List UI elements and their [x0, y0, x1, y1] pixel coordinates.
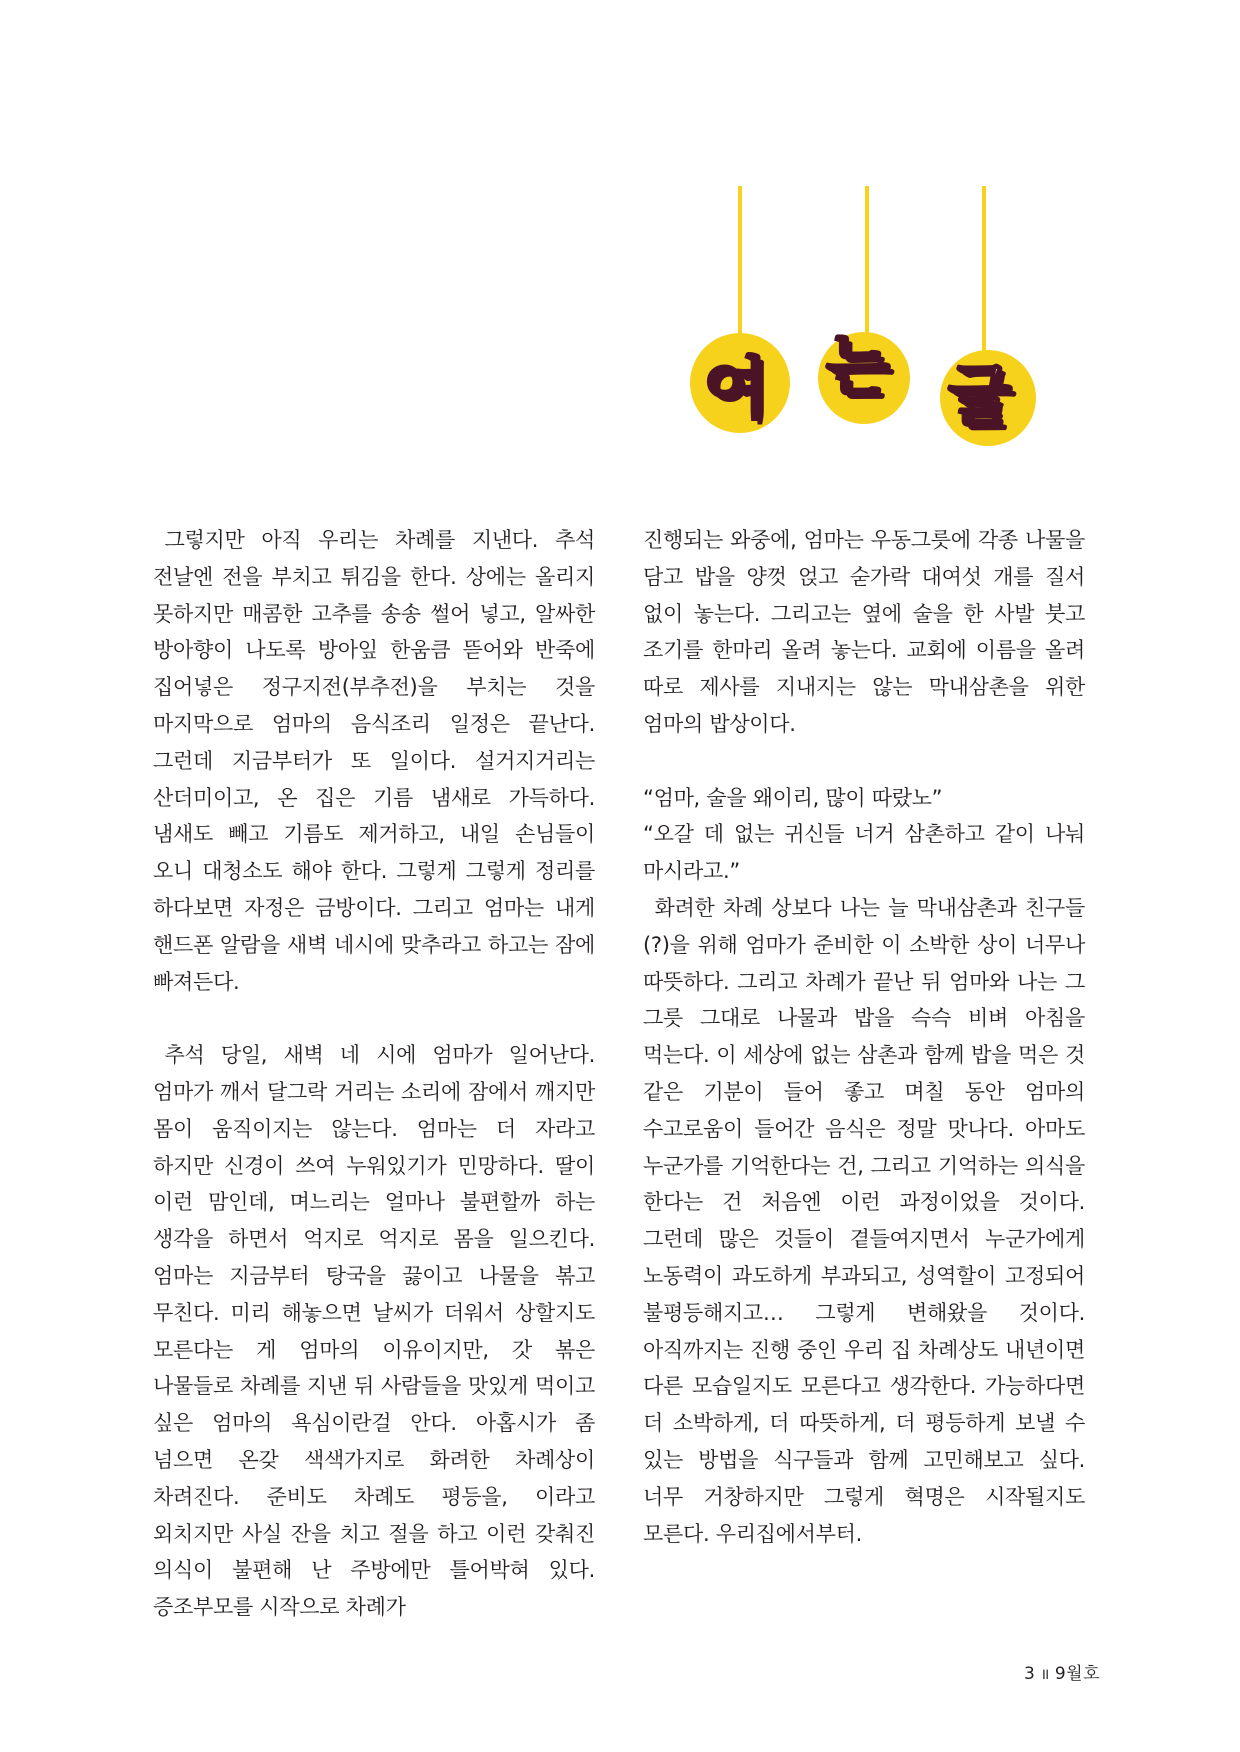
- dialogue-line: “오갈 데 없는 귀신들 너거 삼촌하고 같이 나눠 마시라고.”: [643, 822, 1085, 884]
- issue-label: 9월호: [1054, 1664, 1100, 1684]
- article-column-left: [153, 522, 595, 1626]
- title-char-1: 여: [704, 350, 768, 427]
- hanging-string-1: [738, 186, 742, 336]
- paragraph: 화려한 차례 상보다 나는 늘 막내삼촌과 친구들(?)을 위해 엄마가 준비한 이 소박한 상이 너무나 따뜻하다. 그리고 차례가 끝난 뒤 엄마와 나는 그 그릇 그대로 나물과 밥을 슥슥 비벼 아침을 먹는다. 이 세상에 없는 삼촌과 함께 밥을 먹은 것 같은 기분이 들어 좋고 며칠 동안 엄마의 수고로움이 들어간 음식은 정말 맛나다. 아마도 누군가를 기억한다는 건, 그리고 기억하는 의식을 한다는 건 처음엔 이런 과정이었을 것이다. 그런데 많은 것들이 곁들여지면서 누군가에게 노동력이 과도하게 부과되고, 성역할이 고정되어 불평등해지고… 그렇게 변해왔을 것이다. 아직까지는 진행 중인 우리 집 차례상도 내년이면 다른 모습일지도 모른다고 생각한다. 가능하다면 더 소박하게, 더 따뜻하게, 더 평등하게 보낼 수 있는 방법을 식구들과 함께 고민해보고 싶다. 너무 거창하지만 그렇게 혁명은 시작될지도 모른다. 우리집에서부터.: [643, 895, 1085, 1546]
- dialogue-line: “엄마, 술을 왜이리, 많이 따랐노”: [643, 785, 943, 810]
- hanging-string-3: [982, 186, 986, 371]
- paragraph: 그렇지만 아직 우리는 차례를 지낸다. 추석 전날엔 전을 부치고 튀김을 한다. 상에는 올리지 못하지만 매콤한 고추를 송송 썰어 넣고, 알싸한 방아향이 나도록 방아잎 한움큼 뜯어와 반죽에 집어넣은 정구지전(부추전)을 부치는 것을 마지막으로 엄마의 음식조리 일정은 끝난다. 그런데 지금부터가 또 일이다. 설거지거리는 산더미이고, 온 집은 기름 냄새로 가득하다. 냄새도 빼고 기름도 제거하고, 내일 손님들이 오니 대청소도 해야 한다. 그렇게 그렇게 정리를 하다보면 자정은 금방이다. 그리고 엄마는 내게 핸드폰 알람을 새벽 네시에 맞추라고 하고는 잠에 빠져든다.: [153, 528, 595, 994]
- page-number: 3: [1024, 1664, 1036, 1684]
- footer-separator: ॥: [1040, 1665, 1050, 1683]
- hanging-string-2: [865, 186, 869, 346]
- paragraph: 진행되는 와중에, 엄마는 우동그릇에 각종 나물을 담고 밥을 양껏 얹고 숟가락 대여섯 개를 질서 없이 놓는다. 그리고는 옆에 술을 한 사발 붓고 조기를 한마리 올려 놓는다. 교회에 이름을 올려 따로 제사를 지내지는 않는 막내삼촌을 위한 엄마의 밥상이다.: [643, 528, 1085, 736]
- paragraph: 추석 당일, 새벽 네 시에 엄마가 일어난다. 엄마가 깨서 달그락 거리는 소리에 잠에서 깨지만 몸이 움직이지는 않는다. 엄마는 더 자라고 하지만 신경이 쓰여 누워있기가 민망하다. 딸이 이런 맘인데, 며느리는 얼마나 불편할까 하는 생각을 하면서 억지로 억지로 몸을 일으킨다. 엄마는 지금부터 탕국을 끓이고 나물을 볶고 무친다. 미리 해놓으면 날씨가 더워서 상할지도 모른다는 게 엄마의 이유이지만, 갓 볶은 나물들로 차례를 지낸 뒤 사람들을 맛있게 먹이고 싶은 엄마의 욕심이란걸 안다. 아홉시가 좀 넘으면 온갖 색색가지로 화려한 차례상이 차려진다. 준비도 차례도 평등을, 이라고 외치지만 사실 잔을 치고 절을 하고 이런 갖춰진 의식이 불편해 난 주방에만 틀어박혀 있다. 증조부모를 시작으로 차례가: [153, 1043, 595, 1620]
- title-ornament: [0, 0, 1240, 480]
- article-column-right: [643, 522, 1085, 1552]
- title-char-2: 는: [826, 328, 890, 405]
- title-char-3: 글: [948, 358, 1012, 435]
- page-footer: [960, 1659, 1100, 1684]
